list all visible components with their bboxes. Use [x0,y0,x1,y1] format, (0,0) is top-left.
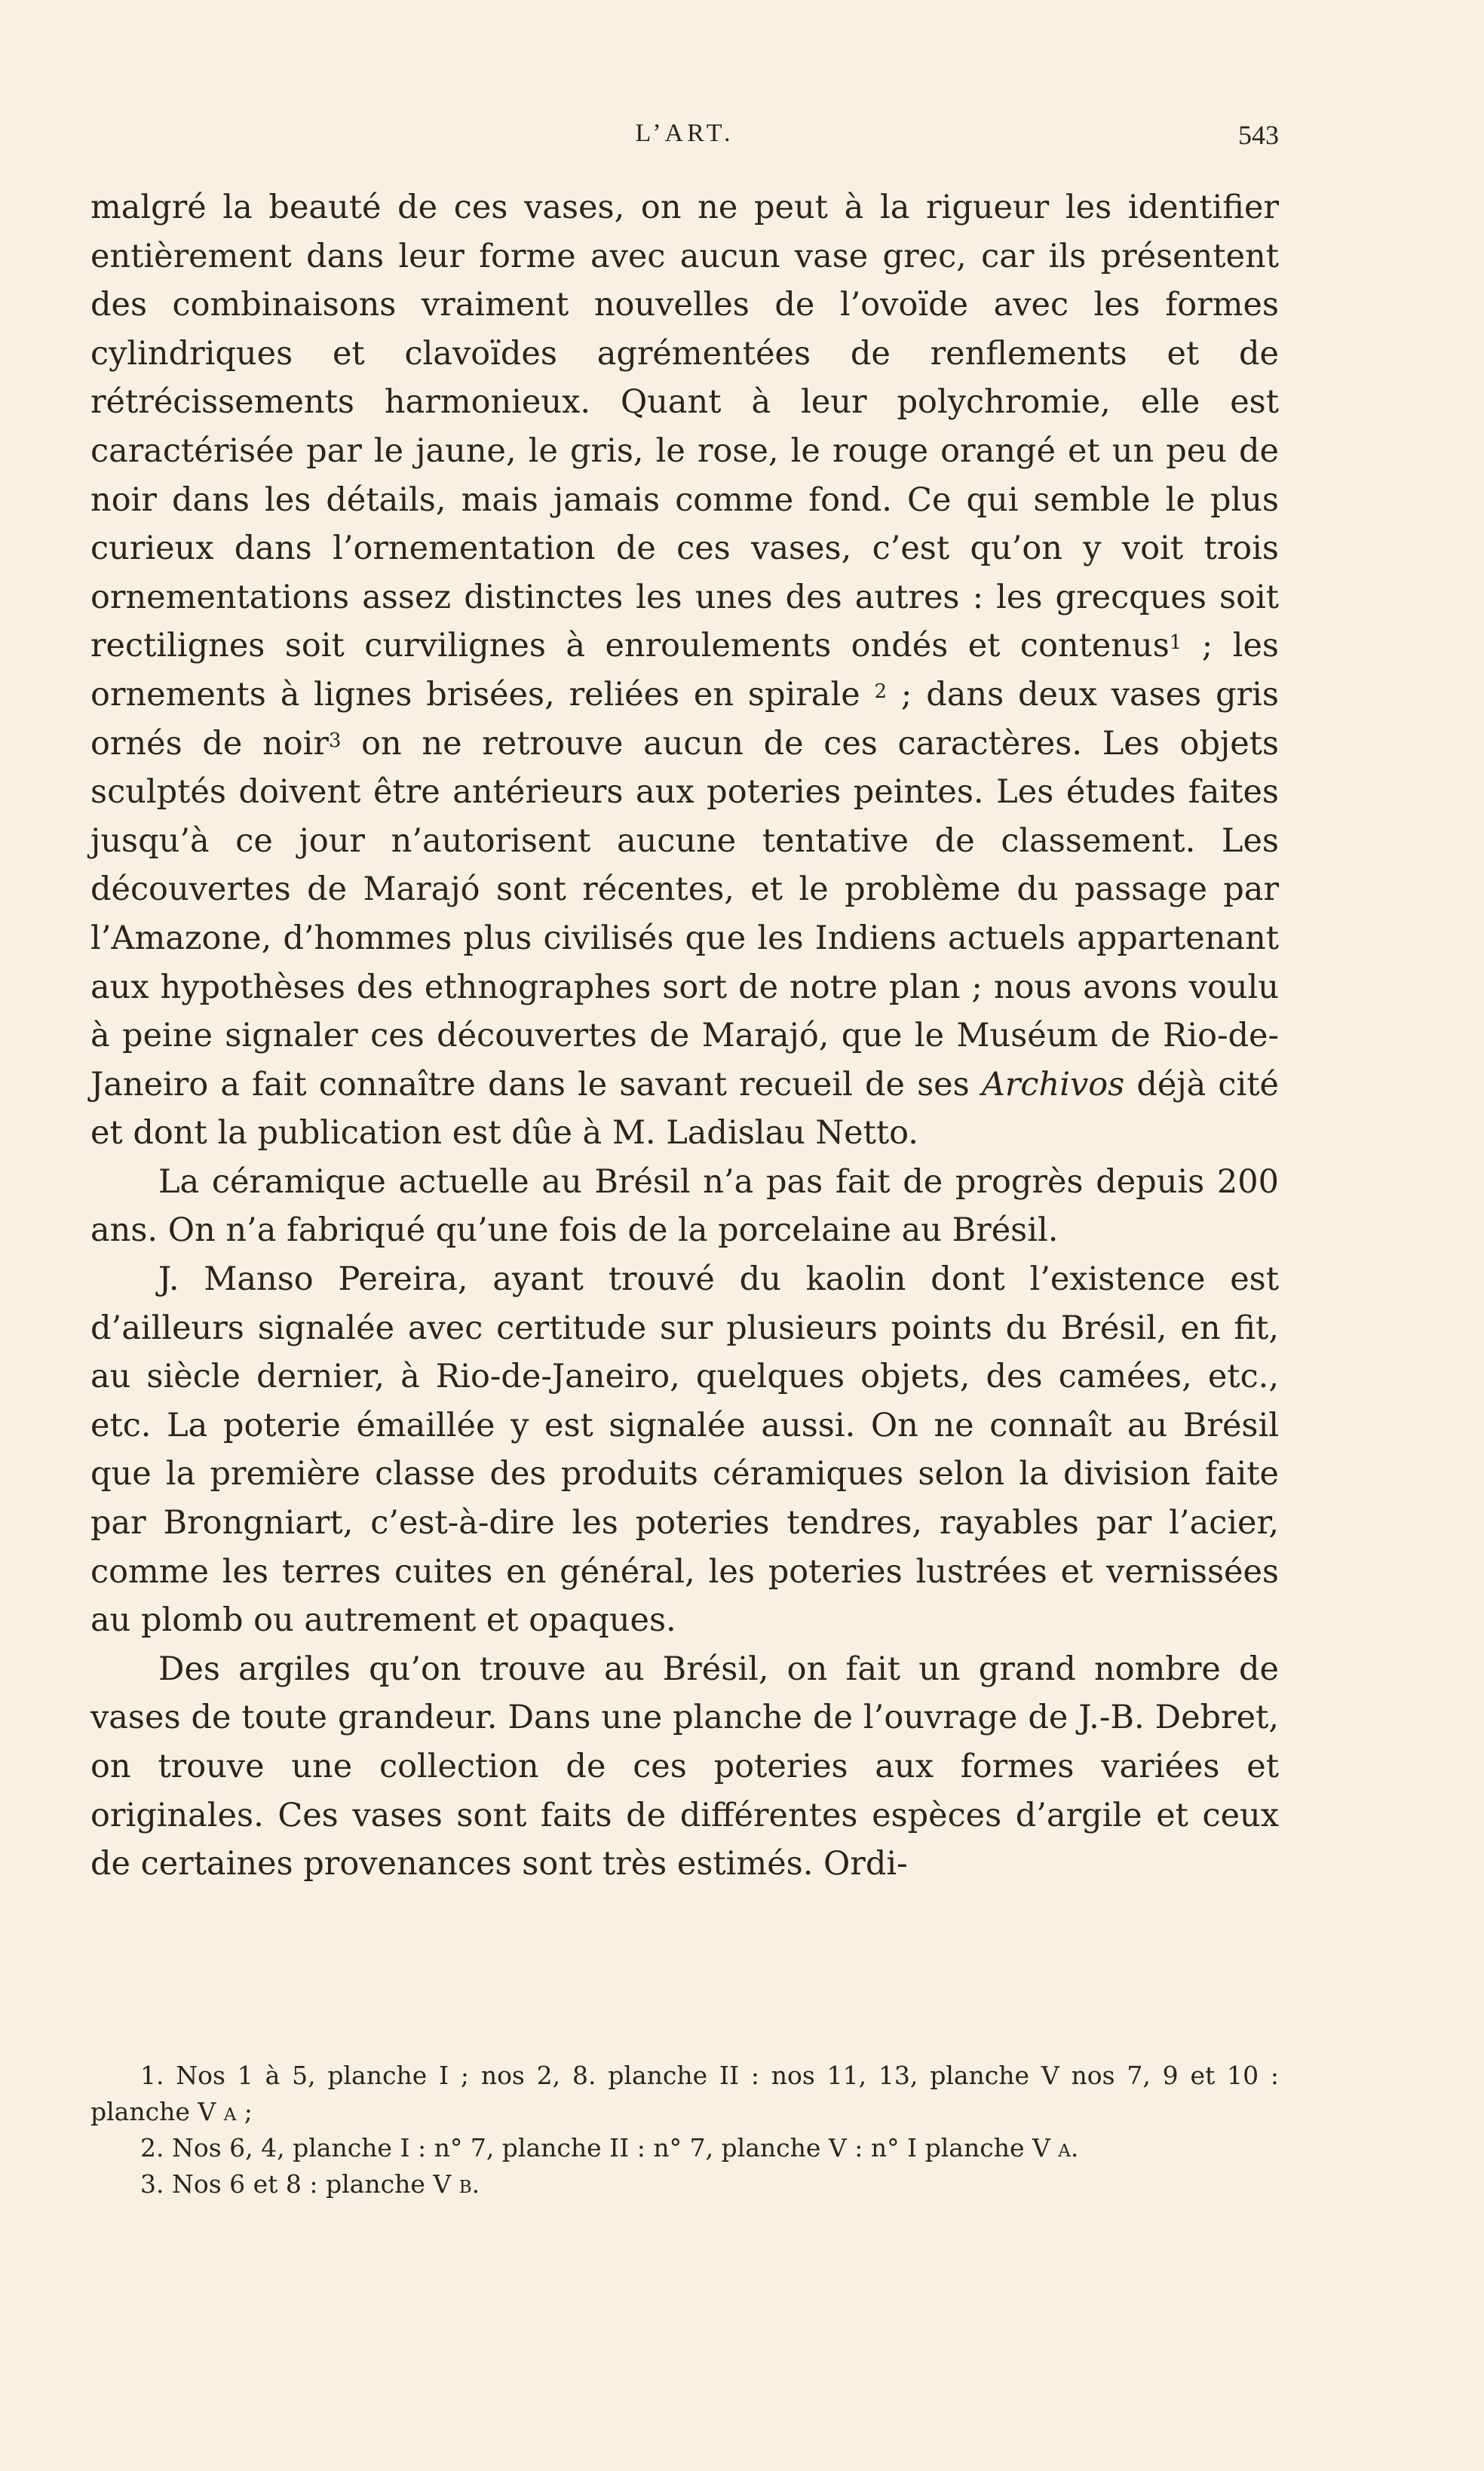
footnote-ref-1: 1 [1169,631,1182,655]
paragraph-1-part-b: ; les ornements à lignes brisées, reliées en spirale [90,627,1279,714]
paragraph-3: J. Manso Pereira, ayant trouvé du kaolin dont l’existence est d’ailleurs signalée avec certitude sur plusieurs points du Brésil, en fit, au siècle dernier, à Rio-de-Janeiro, quelques objets, des camées, etc., etc. La poterie émaillée y est signalée aussi. On ne connaît au Brésil que la première classe des produits céramiques selon la division faite par Brongniart, c’est-à-dire les poteries tendres, rayables par l’acier, comme les terres cuites en général, les poteries lustrées et vernissées au plomb ou autrement et opaques. [90,1260,1279,1640]
footnote-2 [90,2130,1279,2166]
running-title: L’ART. [635,119,734,147]
paragraph-1 [90,183,1279,1158]
footnote-1-smallcaps: a [223,2097,237,2126]
paragraph-2: La céramique actuelle au Brésil n’a pas fait de progrès depuis 200 ans. On n’a fabriqué qu’une fois de la porcelaine au Brésil. [90,1162,1279,1250]
archivos-title: Archivos [981,1065,1125,1104]
paragraph-1-part-c: ; dans deux vases gris ornés de noir [90,675,1279,763]
footnote-1-text: 1. Nos 1 à 5, planche I ; nos 2, 8. planche II : nos 11, 13, planche V nos 7, 9 et 10 : planche V [90,2061,1279,2126]
footnote-2-end: . [1070,2133,1079,2163]
footnote-2-smallcaps: a [1058,2133,1071,2163]
body-text [90,183,1279,1889]
footnote-ref-3: 3 [328,729,342,752]
footnote-3-end: . [471,2169,480,2199]
running-head [90,119,1279,157]
paragraph-4: Des argiles qu’on trouve au Brésil, on fait un grand nombre de vases de toute grandeur. Dans une planche de l’ouvrage de J.-B. Debret, on trouve une collection de ces poteries aux formes variées et originales. Ces vases sont faits de différentes espèces d’argile et ceux de certaines provenances sont très estimés. Ordi- [90,1650,1279,1883]
paragraph-1-part-a: malgré la beauté de ces vases, on ne peut à la rigueur les identifier entièrement dans leur forme avec aucun vase grec, car ils présentent des combinaisons vraiment nouvelles de l’ovoïde avec les formes cylindriques et clavoïdes agrémentées de renflements et de rétrécissements harmonieux. Quant à leur polychromie, elle est caractérisée par le jaune, le gris, le rose, le rouge orangé et un peu de noir dans les détails, mais jamais comme fond. Ce qui semble le plus curieux dans l’ornementation de ces vases, c’est qu’on y voit trois ornementations assez distinctes les unes des autres : les grecques soit rectilignes soit curvilignes à enroulements ondés et contenus [90,189,1279,665]
footnote-2-text: 2. Nos 6, 4, planche I : n° 7, planche II : n° 7, planche V : n° I planche V [140,2133,1059,2163]
footnote-3 [90,2166,1279,2202]
footnote-1 [90,2058,1279,2130]
paragraph-1-part-d: on ne retrouve aucun de ces caractères. Les objets sculptés doivent être antérieurs aux poteries peintes. Les études faites jusqu’à ce jour n’autorisent aucune tentative de classement. Les découvertes de Marajó sont récentes, et le problème du passage par l’Amazone, d’hommes plus civilisés que les Indiens actuels appartenant aux hypothèses des ethnographes sort de notre plan ; nous avons voulu à peine signaler ces découvertes de Marajó, que le Muséum de Rio-de-Janeiro a fait connaître dans le savant recueil de ses [90,724,1279,1104]
footnote-ref-2: 2 [874,680,888,703]
page-number: 543 [1238,120,1279,150]
footnote-3-smallcaps: b [458,2169,472,2199]
footnote-1-end: ; [236,2097,253,2126]
paragraph-1-part-e: déjà cité et dont la publication est dûe à M. Ladislau Netto. [90,1065,1279,1153]
footnotes [90,2058,1279,2202]
footnote-3-text: 3. Nos 6 et 8 : planche V [140,2169,459,2199]
